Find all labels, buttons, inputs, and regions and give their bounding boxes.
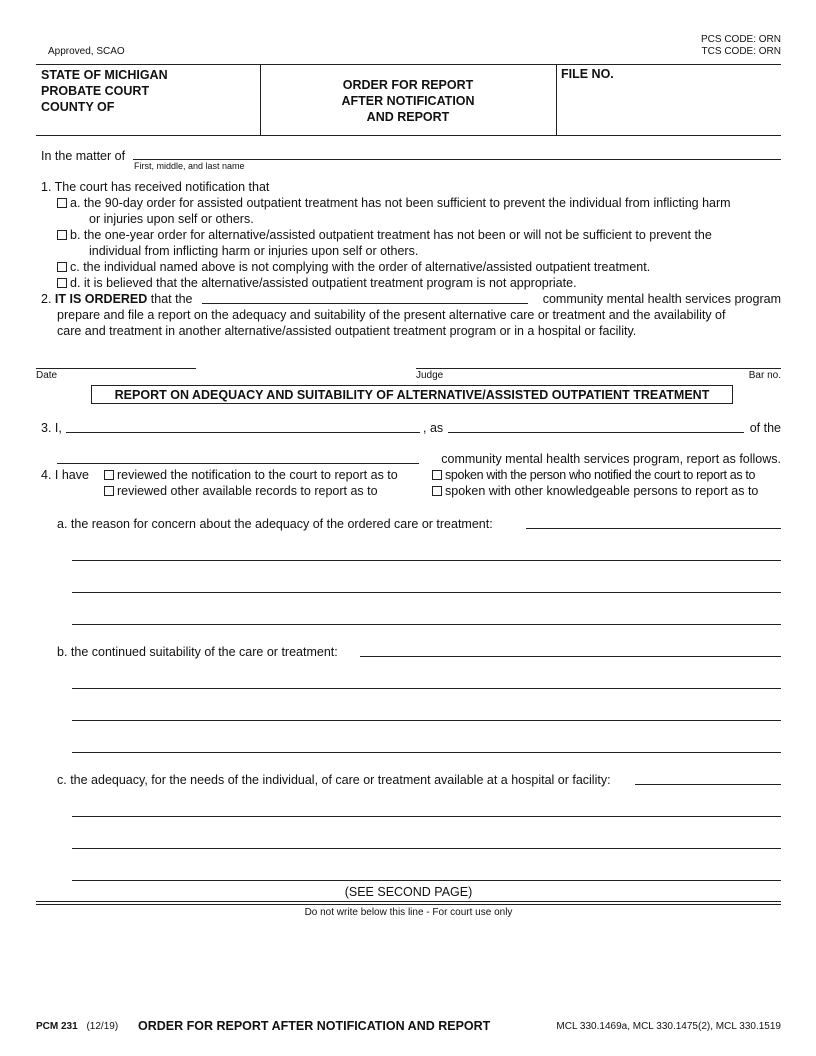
item2-line3: care and treatment in another alternative/assisted outpatient treatment program or in a hospital or facility. [57,324,637,338]
item4a-field-line4[interactable] [72,624,781,625]
reviewed-notification-checkbox[interactable] [104,470,114,480]
spoken-person-text: spoken with the person who notified the court to report as to [445,468,756,482]
item1-option-b [57,227,712,243]
reviewed-records-text: reviewed other available records to report as to [117,484,378,498]
item4b-field-line3[interactable] [72,720,781,721]
item1-a-checkbox[interactable] [57,198,67,208]
item1-a-text-cont: or injuries upon self or others. [89,212,254,226]
form-title [260,77,556,125]
item2-line1 [41,291,192,307]
item4a-field-line2[interactable] [72,560,781,561]
item3-program-field[interactable] [57,463,419,464]
reviewed-records-checkbox[interactable] [104,486,114,496]
reviewed-notification-text: reviewed the notification to the court to report as to [117,468,398,482]
matter-name-field[interactable] [133,159,781,160]
item1-a-text: a. the 90-day order for assisted outpatient treatment has not been sufficient to prevent the individual from inflicting harm [70,196,731,210]
item4-opt-reviewed-records [104,483,378,499]
file-no-label: FILE NO. [561,67,614,81]
item4-opt-spoken-person [432,467,755,483]
judge-label: Judge [416,370,444,381]
file-no-field[interactable] [620,66,778,84]
item3-i-label: 3. I, [41,421,62,435]
court-use-note: Do not write below this line - For court use only [304,907,513,918]
form-title-line3: AND REPORT [366,110,450,124]
item4b-field-line2[interactable] [72,688,781,689]
item4a-label: a. the reason for concern about the adequacy of the ordered care or treatment: [57,517,493,531]
item1-b-checkbox[interactable] [57,230,67,240]
item4-opt-spoken-other [432,483,758,499]
item3-as-label: , as [423,421,444,435]
item1-c-checkbox[interactable] [57,262,67,272]
tcs-code: TCS CODE: ORN [701,46,781,57]
item1-b-text: b. the one-year order for alternative/assisted outpatient treatment has not been or will not be sufficient to prevent the [70,228,712,242]
item2-line2: prepare and file a report on the adequacy and suitability of the present alternative care or treatment and the availability of [57,308,726,322]
item1-c-text: c. the individual named above is not complying with the order of alternative/assisted outpatient treatment. [70,260,651,274]
court-block [41,67,168,115]
item1-option-c [57,259,650,275]
item2-number: 2. [41,292,52,306]
spoken-other-checkbox[interactable] [432,486,442,496]
footer-title: ORDER FOR REPORT AFTER NOTIFICATION AND REPORT [138,1019,491,1033]
item4c-field-line4[interactable] [72,880,781,881]
court-state: STATE OF MICHIGAN [41,68,168,82]
item1-d-checkbox[interactable] [57,278,67,288]
bar-no-label: Bar no. [748,370,781,381]
judge-field[interactable] [416,368,781,369]
item4c-label: c. the adequacy, for the needs of the individual, of care or treatment available at a hospital or facility: [57,773,611,787]
court-county: COUNTY OF [41,100,115,114]
header-top-rule [36,64,781,65]
item3-program-label: community mental health services program, report as follows. [441,452,781,466]
item4b-label: b. the continued suitability of the care or treatment: [57,645,338,659]
item3-of-the-label: of the [749,421,781,435]
item4-label: 4. I have [41,468,89,482]
report-title: REPORT ON ADEQUACY AND SUITABILITY OF ALTERNATIVE/ASSISTED OUTPATIENT TREATMENT [91,385,733,404]
court-use-rule-2 [36,904,781,905]
item2-that-the: that the [150,292,193,306]
item1-option-a [57,195,731,211]
item2-ordered: IT IS ORDERED [54,292,148,306]
matter-sublabel: First, middle, and last name [134,161,245,171]
item2-program-label: community mental health services program [542,292,781,306]
matter-label: In the matter of [41,149,126,163]
item4c-field-line2[interactable] [72,816,781,817]
header-bottom-rule [36,135,781,136]
date-field[interactable] [36,368,196,369]
item3-name-field[interactable] [66,432,420,433]
pcs-code: PCS CODE: ORN [700,34,781,45]
item4c-field-line3[interactable] [72,848,781,849]
form-title-line2: AFTER NOTIFICATION [341,94,475,108]
item4a-field-line3[interactable] [72,592,781,593]
court-use-rule-1 [36,901,781,902]
approved-label: Approved, SCAO [48,46,125,57]
form-number: PCM 231 [36,1021,78,1032]
item1-intro: 1. The court has received notification that [41,180,270,194]
form-footer-left [36,1021,118,1032]
form-title-line1: ORDER FOR REPORT [342,78,474,92]
item4-opt-reviewed-notification [104,467,398,483]
item1-d-text: d. it is believed that the alternative/assisted outpatient treatment program is not appropriate. [70,276,577,290]
item1-b-text-cont: individual from inflicting harm or injuries upon self or others. [89,244,419,258]
spoken-person-checkbox[interactable] [432,470,442,480]
item4c-field-line1[interactable] [635,784,781,785]
court-name: PROBATE COURT [41,84,150,98]
item3-title-field[interactable] [448,432,744,433]
date-label: Date [36,370,58,381]
item4b-field-line1[interactable] [360,656,781,657]
item1-option-d [57,275,577,291]
item2-program-field[interactable] [202,303,528,304]
form-revision: (12/19) [86,1021,119,1032]
footer-statutes: MCL 330.1469a, MCL 330.1475(2), MCL 330.1519 [556,1021,781,1032]
spoken-other-text: spoken with other knowledgeable persons to report as to [445,484,759,498]
header-divider-right [556,64,557,135]
see-second-page: (SEE SECOND PAGE) [344,885,473,899]
item4a-field-line1[interactable] [526,528,781,529]
item4b-field-line4[interactable] [72,752,781,753]
